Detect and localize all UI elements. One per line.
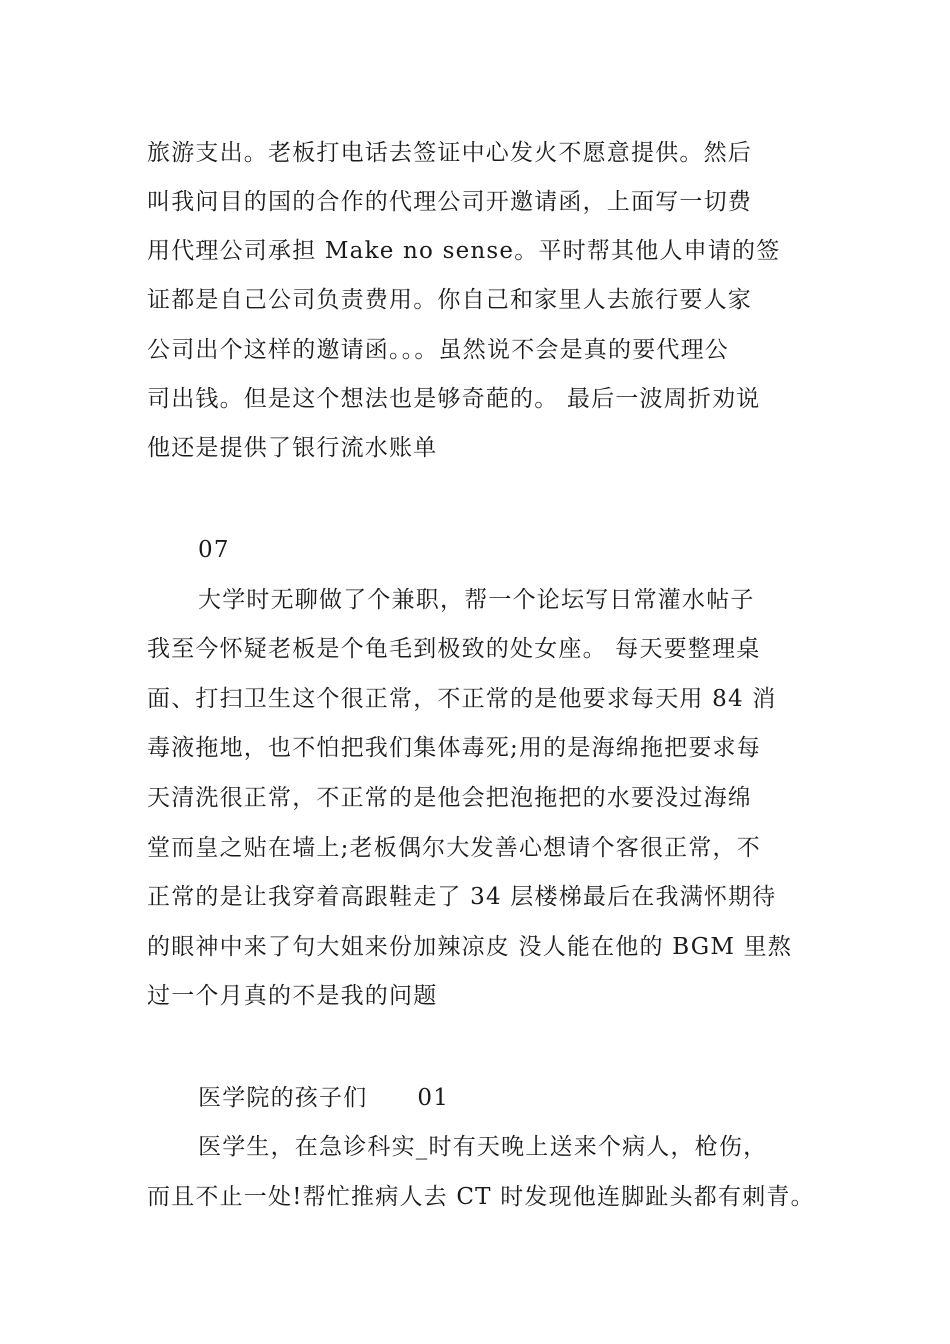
paragraph-line: 公司出个这样的邀请函。。。虽然说不会是真的要代理公 <box>147 337 729 363</box>
paragraph-line: 的眼神中来了句大姐来份加辣凉皮 没人能在他的 BGM 里熬 <box>147 934 792 960</box>
paragraph-line: 正常的是让我穿着高跟鞋走了 34 层楼梯最后在我满怀期待 <box>147 884 777 910</box>
paragraph-line: 旅游支出。老板打电话去签证中心发火不愿意提供。然后 <box>147 140 752 166</box>
paragraph-line: 毒液拖地，也不怕把我们集体毒死;用的是海绵拖把要求每 <box>147 735 761 761</box>
section-title: 医学院的孩子们 <box>198 1085 368 1111</box>
paragraph-line: 过一个月真的不是我的问题 <box>147 983 438 1009</box>
paragraph-line: 叫我问目的国的合作的代理公司开邀请函，上面写一切费 <box>147 189 752 215</box>
paragraph-line: 司出钱。但是这个想法也是够奇葩的。 最后一波周折劝说 <box>147 386 761 412</box>
paragraph-line: 大学时无聊做了个兼职，帮一个论坛写日常灌水帖子 <box>198 587 755 613</box>
paragraph-line: 我至今怀疑老板是个龟毛到极致的处女座。 每天要整理桌 <box>147 636 761 662</box>
section-number: 01 <box>417 1085 450 1111</box>
section-number: 07 <box>198 537 230 563</box>
paragraph-line: 用代理公司承担 Make no sense。平时帮其他人申请的签 <box>147 238 781 264</box>
paragraph-line: 医学生，在急诊科实_时有天晚上送来个病人，枪伤， <box>198 1134 768 1160</box>
paragraph-line: 证都是自己公司负责费用。你自己和家里人去旅行要人家 <box>147 287 752 313</box>
paragraph-line: 他还是提供了银行流水账单 <box>147 435 438 461</box>
paragraph-line: 而且不止一处!帮忙推病人去 CT 时发现他连脚趾头都有刺青。 <box>147 1184 815 1210</box>
section-heading <box>198 1083 449 1113</box>
paragraph-line: 天清洗很正常，不正常的是他会把泡拖把的水要没过海绵 <box>147 785 752 811</box>
paragraph-line: 面、打扫卫生这个很正常，不正常的是他要求每天用 84 消 <box>147 686 777 712</box>
paragraph-line: 堂而皇之贴在墙上;老板偶尔大发善心想请个客很正常，不 <box>147 835 761 861</box>
